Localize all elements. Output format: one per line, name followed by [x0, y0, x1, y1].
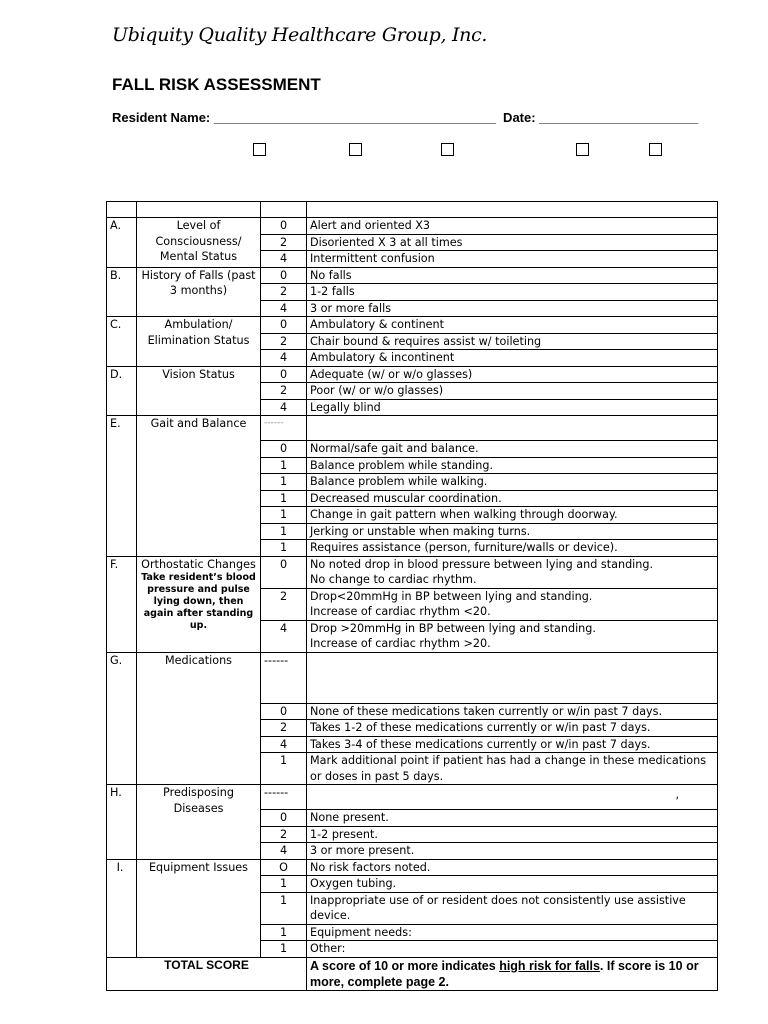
criteria-cell: [307, 753, 718, 785]
criteria-cell: Normal/safe gait and balance.: [307, 441, 718, 458]
total-score-instructions: [307, 957, 718, 990]
score-cell: 2: [261, 234, 307, 251]
score-cell: O: [261, 859, 307, 876]
criteria-cell: Chair bound & requires assist w/ toileting: [307, 333, 718, 350]
criteria-cell: Ambulatory & incontinent: [307, 350, 718, 367]
section-letter: I.: [107, 859, 137, 957]
company-name: Ubiquity Quality Healthcare Group, Inc.: [112, 24, 488, 46]
table-row: [107, 267, 718, 284]
total-row: [107, 957, 718, 990]
score-cell: 4: [261, 251, 307, 268]
criteria-cell: Adequate (w/ or w/o glasses): [307, 366, 718, 383]
score-cell: 0: [261, 218, 307, 235]
table-header-row: [107, 202, 718, 218]
criteria-line: No noted drop in blood pressure between lying and standing.: [310, 557, 654, 571]
score-cell: 4: [261, 300, 307, 317]
criteria-cell: Equipment needs:: [307, 924, 718, 941]
score-cell: 2: [261, 284, 307, 301]
page-title: FALL RISK ASSESSMENT: [112, 75, 321, 94]
score-cell: 2: [261, 588, 307, 620]
checkbox-3[interactable]: [441, 143, 454, 156]
score-cell: 1: [261, 892, 307, 924]
criteria-line: Increase of cardiac rhythm <20.: [310, 605, 491, 618]
score-cell: 1: [261, 924, 307, 941]
section-category: [137, 556, 261, 652]
table-row: [107, 416, 718, 441]
checkbox-2[interactable]: [349, 143, 362, 156]
criteria-cell: Change in gait pattern when walking through doorway.: [307, 507, 718, 524]
total-score-label: TOTAL SCORE: [107, 957, 307, 990]
criteria-cell: Alert and oriented X3: [307, 218, 718, 235]
table-row: [107, 859, 718, 876]
criteria-cell: Other:: [307, 941, 718, 958]
criteria-cell: Disoriented X 3 at all times: [307, 234, 718, 251]
stray-comma: ,: [675, 788, 679, 801]
criteria-cell: Balance problem while walking.: [307, 474, 718, 491]
criteria-line: No change to cardiac rhythm.: [310, 573, 477, 586]
section-category: Medications: [137, 652, 261, 785]
checkbox-1[interactable]: [253, 143, 266, 156]
criteria-cell: Poor (w/ or w/o glasses): [307, 383, 718, 400]
criteria-cell: [307, 556, 718, 588]
criteria-cell: 1-2 falls: [307, 284, 718, 301]
criteria-cell: 1-2 present.: [307, 826, 718, 843]
section-letter: D.: [107, 366, 137, 416]
section-letter: A.: [107, 218, 137, 268]
resident-name-date-line: Resident Name: _______________________________________ Date: ______________________: [112, 110, 699, 125]
fall-risk-table: [106, 201, 718, 991]
score-cell: 4: [261, 620, 307, 652]
section-category: Predisposing Diseases: [137, 785, 261, 860]
section-category: Ambulation/ Elimination Status: [137, 317, 261, 367]
section-letter: G.: [107, 652, 137, 785]
checkbox-5[interactable]: [649, 143, 662, 156]
section-category: Vision Status: [137, 366, 261, 416]
score-cell: 2: [261, 383, 307, 400]
section-category: History of Falls (past 3 months): [137, 267, 261, 317]
section-category: Gait and Balance: [137, 416, 261, 557]
score-cell: 1: [261, 941, 307, 958]
section-letter: B.: [107, 267, 137, 317]
table-row: [107, 218, 718, 235]
criteria-cell: Takes 1-2 of these medications currently or w/in past 7 days.: [307, 720, 718, 737]
section-letter: E.: [107, 416, 137, 557]
criteria-line: or doses in past 5 days.: [310, 769, 444, 783]
criteria-cell: Oxygen tubing.: [307, 876, 718, 893]
category-note: Take resident’s blood pressure and pulse lying down, then again after standing up.: [141, 572, 256, 631]
dash-cell: ------: [261, 785, 307, 810]
criteria-cell: None of these medications taken currently or w/in past 7 days.: [307, 703, 718, 720]
score-cell: 4: [261, 399, 307, 416]
score-cell: 1: [261, 457, 307, 474]
criteria-cell: Jerking or unstable when making turns.: [307, 523, 718, 540]
criteria-cell: [307, 416, 718, 441]
criteria-cell: Legally blind: [307, 399, 718, 416]
score-cell: 4: [261, 736, 307, 753]
score-cell: 1: [261, 523, 307, 540]
score-cell: 4: [261, 350, 307, 367]
criteria-line: Drop<20mmHg in BP between lying and standing.: [310, 589, 593, 603]
score-cell: 2: [261, 720, 307, 737]
table-row: [107, 556, 718, 588]
criteria-cell: [307, 892, 718, 924]
total-text-part: . If score is 10 or more, complete page 2.: [310, 958, 699, 989]
dash-cell: ------: [261, 652, 307, 703]
criteria-line: Increase of cardiac rhythm >20.: [310, 637, 491, 650]
section-category: Level of Consciousness/ Mental Status: [137, 218, 261, 268]
score-cell: 1: [261, 474, 307, 491]
criteria-cell: [307, 620, 718, 652]
criteria-cell: [307, 785, 718, 810]
score-cell: 1: [261, 753, 307, 785]
table-row: [107, 317, 718, 334]
score-cell: 2: [261, 333, 307, 350]
criteria-cell: Intermittent confusion: [307, 251, 718, 268]
criteria-line: Inappropriate use of or resident does not consistently use assistive: [310, 893, 686, 907]
score-cell: 0: [261, 556, 307, 588]
criteria-cell: No falls: [307, 267, 718, 284]
score-cell: 0: [261, 366, 307, 383]
score-cell: 2: [261, 826, 307, 843]
score-cell: 0: [261, 441, 307, 458]
score-cell: 1: [261, 540, 307, 557]
criteria-cell: 3 or more falls: [307, 300, 718, 317]
section-letter: H.: [107, 785, 137, 860]
criteria-cell: No risk factors noted.: [307, 859, 718, 876]
criteria-cell: 3 or more present.: [307, 843, 718, 860]
section-letter: C.: [107, 317, 137, 367]
criteria-line: Drop >20mmHg in BP between lying and standing.: [310, 621, 596, 635]
checkbox-4[interactable]: [576, 143, 589, 156]
score-cell: 0: [261, 267, 307, 284]
score-cell: 0: [261, 810, 307, 827]
section-category: Equipment Issues: [137, 859, 261, 957]
table-row: [107, 652, 718, 703]
score-cell: 0: [261, 703, 307, 720]
criteria-cell: Requires assistance (person, furniture/walls or device).: [307, 540, 718, 557]
score-cell: 1: [261, 507, 307, 524]
total-text-part: A score of 10 or more indicates: [310, 958, 500, 973]
criteria-cell: [307, 652, 718, 703]
criteria-cell: [307, 588, 718, 620]
score-cell: 1: [261, 490, 307, 507]
table-row: [107, 785, 718, 810]
criteria-cell: Takes 3-4 of these medications currently or w/in past 7 days.: [307, 736, 718, 753]
score-cell: 4: [261, 843, 307, 860]
criteria-line: device.: [310, 909, 351, 922]
high-risk-emphasis: high risk for falls: [499, 958, 600, 973]
dash-cell: ------: [261, 416, 307, 441]
criteria-cell: Balance problem while standing.: [307, 457, 718, 474]
section-letter: F.: [107, 556, 137, 652]
score-cell: 0: [261, 317, 307, 334]
table-row: [107, 366, 718, 383]
criteria-cell: None present.: [307, 810, 718, 827]
category-label: Orthostatic Changes: [141, 557, 256, 571]
criteria-line: Mark additional point if patient has had a change in these medications: [310, 754, 707, 767]
criteria-cell: Ambulatory & continent: [307, 317, 718, 334]
criteria-cell: Decreased muscular coordination.: [307, 490, 718, 507]
score-cell: 1: [261, 876, 307, 893]
